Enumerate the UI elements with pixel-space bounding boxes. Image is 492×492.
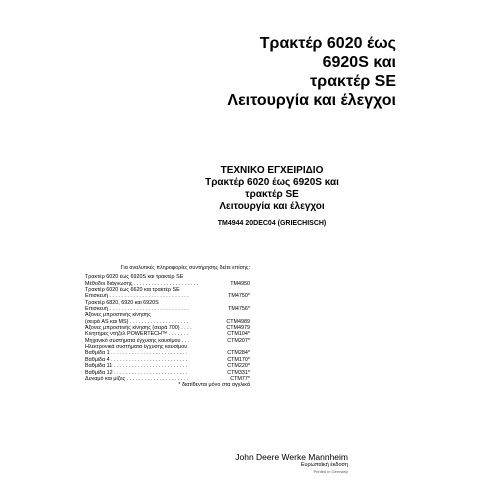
reference-title: Επισκευή . . . . . . . . . . . . . . . . . . . . . . . . . . . <box>85 293 189 300</box>
main-title-line-2: 6920S και <box>322 54 396 71</box>
reference-title: Μηχανικό συστήματα έγχυσης καυσίμου . . . <box>85 337 190 344</box>
reference-title: Άξονες μπροστινής κίνησης <box>85 312 151 319</box>
publisher-name: John Deere Werke Mannheim <box>235 452 348 462</box>
edition-label: Ευρωπαϊκή έκδοση <box>300 462 348 468</box>
reference-code: CTM104* <box>227 331 250 338</box>
reference-title: Τρακτέρ 6020 έως 6920S και τρακτέρ SE <box>85 274 184 281</box>
subtitle-block <box>172 165 372 230</box>
subtitle-line-4: Λειτουργία και έλεγχοι <box>219 201 325 212</box>
reference-title: Μέθοδοι διάγνωσης . . . . . . . . . . . . . . . . . . . . . . <box>85 280 199 287</box>
reference-code: TM4750* <box>228 293 250 300</box>
reference-title: Βαθμίδα 12 . . . . . . . . . . . . . . . . . . . . . . . . . <box>85 369 188 376</box>
reference-list <box>85 265 250 389</box>
reference-code: TM4950 <box>230 280 250 287</box>
reference-title: Βαθμίδα 1 . . . . . . . . . . . . . . . . . . . . . . . . . . <box>85 350 188 357</box>
reference-title: Άξονες μπροστινής κίνησης (σειρά 700) . . . . <box>85 325 192 332</box>
reference-title: Δυναμό και μίζες . . . . . . . . . . . . . . . . . . . . . <box>85 375 188 382</box>
reference-footnote: * διατίθενται μόνο στα αγγλικά <box>178 382 250 389</box>
reference-code: CTM207* <box>227 337 250 344</box>
main-title-line-4: Λειτουργία και έλεγχοι <box>227 92 396 109</box>
reference-title: Επισκευή . . . . . . . . . . . . . . . . . . . . . . . . . . . <box>85 306 189 313</box>
reference-title: Ηλεκτρονικά συστήματα έγχυσης καυσίμου <box>85 344 188 351</box>
publisher-block <box>235 452 348 474</box>
reference-code: CTM77* <box>230 375 250 382</box>
reference-title: Τρακτέρ 6820, 6920 και 6920S <box>85 299 159 306</box>
main-title <box>227 34 396 110</box>
reference-title: Βαθμίδα 4 . . . . . . . . . . . . . . . . . . . . . . . . . . <box>85 356 188 363</box>
subtitle-line-1: ΤΕΧΝΙΚΟ ΕΓΧΕΙΡΙΔΙΟ <box>220 165 324 176</box>
reference-intro: Για αναλυτικές πληροφορίες συντήρησης δείτε επίσης: <box>120 265 250 271</box>
reference-code: CTM284* <box>227 350 250 357</box>
document-id: TM4944 20DEC04 (GRIECHISCH) <box>217 220 327 227</box>
reference-code: TM4756* <box>228 306 250 313</box>
reference-code: CTM170* <box>227 356 250 363</box>
reference-title: Βαθμίδα 11 . . . . . . . . . . . . . . . . . . . . . . . . . <box>85 363 188 370</box>
reference-code: CTM220* <box>227 363 250 370</box>
reference-code: CTM4989 <box>226 318 250 325</box>
subtitle-line-2: Τρακτέρ 6020 έως 6920S και <box>205 177 339 188</box>
reference-title: Κινητήρες ντήζελ POWERTECH™ . . . . . . . <box>85 331 189 338</box>
main-title-line-1: Τρακτέρ 6020 έως <box>259 35 396 52</box>
reference-title: Τρακτέρ 6020 έως 6620 και τρακτέρ SE <box>85 287 180 294</box>
main-title-line-3: τρακτέρ SE <box>310 73 396 90</box>
reference-code: CTM4979 <box>226 325 250 332</box>
printed-label: Printed in Germany <box>313 469 348 474</box>
subtitle-line-3: τρακτέρ SE <box>245 189 299 200</box>
reference-rows <box>85 274 250 382</box>
reference-code: CTM331* <box>227 369 250 376</box>
reference-title: (σειρά AS και MS) . . . . . . . . . . . . . . . . . . . . <box>85 318 189 325</box>
